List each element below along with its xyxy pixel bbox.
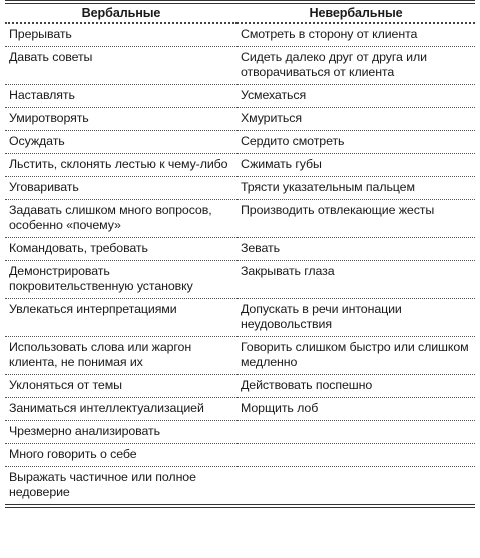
cell-verbal [5,467,237,507]
cell-nonverbal [237,108,475,131]
table-row [5,444,475,467]
cell-text: Сердито смотреть [241,134,345,148]
cell-verbal [5,375,237,398]
cell-nonverbal [237,238,475,261]
table-row [5,337,475,375]
cell-verbal [5,23,237,47]
cell-text: Трясти указательным пальцем [241,180,415,194]
cell-text: Закрывать глаза [241,264,335,278]
cell-nonverbal [237,375,475,398]
cell-text: Смотреть в сторону от клиента [241,27,418,41]
cell-nonverbal [237,131,475,154]
header-row [5,2,475,23]
cell-text: Задавать слишком много вопросов, особенно «почему» [9,203,212,232]
table-row [5,131,475,154]
cell-nonverbal [237,261,475,299]
table-row [5,47,475,85]
table-row [5,467,475,507]
cell-text: Говорить слишком быстро или слишком медленно [241,340,469,369]
cell-text: Демонстрировать покровительственную установку [9,264,193,293]
cell-text: Использовать слова или жаргон клиента, не понимая их [9,340,192,369]
cell-text: Выражать частичное или полное недоверие [9,470,196,499]
table-row [5,177,475,200]
cell-text: Производить отвлекающие жесты [241,203,435,217]
cell-verbal [5,299,237,337]
table-row [5,261,475,299]
cell-verbal [5,47,237,85]
cell-verbal [5,444,237,467]
cell-nonverbal [237,444,475,467]
cell-text: Уговаривать [9,180,79,194]
cell-text: Наставлять [9,88,75,102]
cell-nonverbal [237,23,475,47]
header-nonverbal: Невербальные [237,2,475,23]
cell-text: Сжимать губы [241,157,322,171]
table-row [5,421,475,444]
cell-nonverbal [237,337,475,375]
cell-verbal [5,421,237,444]
table-row [5,299,475,337]
table-row [5,238,475,261]
table-row [5,375,475,398]
table-row [5,23,475,47]
cell-text: Умиротворять [9,111,89,125]
cell-text: Действовать поспешно [241,378,373,392]
cell-text: Много говорить о себе [9,447,137,461]
table-row [5,398,475,421]
cell-text: Сидеть далеко друг от друга или отворачиваться от клиента [241,50,427,79]
table-body [5,23,475,506]
table-row [5,200,475,238]
cell-nonverbal [237,200,475,238]
cell-nonverbal [237,398,475,421]
cell-nonverbal [237,85,475,108]
header-verbal: Вербальные [5,2,237,23]
cell-nonverbal [237,47,475,85]
cell-verbal [5,85,237,108]
cell-verbal [5,238,237,261]
cell-text: Чрезмерно анализировать [9,424,160,438]
cell-text: Командовать, требовать [9,241,148,255]
table-row [5,108,475,131]
cell-text: Усмехаться [241,88,307,102]
cell-text: Уклоняться от темы [9,378,122,392]
cell-verbal [5,261,237,299]
cell-text: Хмуриться [241,111,302,125]
cell-nonverbal [237,421,475,444]
cell-nonverbal [237,467,475,507]
table-row [5,154,475,177]
cell-verbal [5,177,237,200]
cell-verbal [5,108,237,131]
cell-nonverbal [237,299,475,337]
cell-text: Заниматься интеллектуализацией [9,401,204,415]
cell-verbal [5,131,237,154]
cell-nonverbal [237,177,475,200]
cell-verbal [5,154,237,177]
cell-verbal [5,398,237,421]
cell-text: Увлекаться интерпретациями [9,302,177,316]
cell-text: Прерывать [9,27,72,41]
table-row [5,85,475,108]
cell-text: Осуждать [9,134,65,148]
cell-text: Морщить лоб [241,401,319,415]
cell-text: Допускать в речи интонации неудовольствия [241,302,402,331]
cell-verbal [5,200,237,238]
cell-text: Давать советы [9,50,93,64]
cell-text: Льстить, склонять лестью к чему-либо [9,157,228,171]
cell-text: Зевать [241,241,280,255]
cell-nonverbal [237,154,475,177]
cell-verbal [5,337,237,375]
behaviors-table [5,0,475,508]
table-header [5,2,475,23]
